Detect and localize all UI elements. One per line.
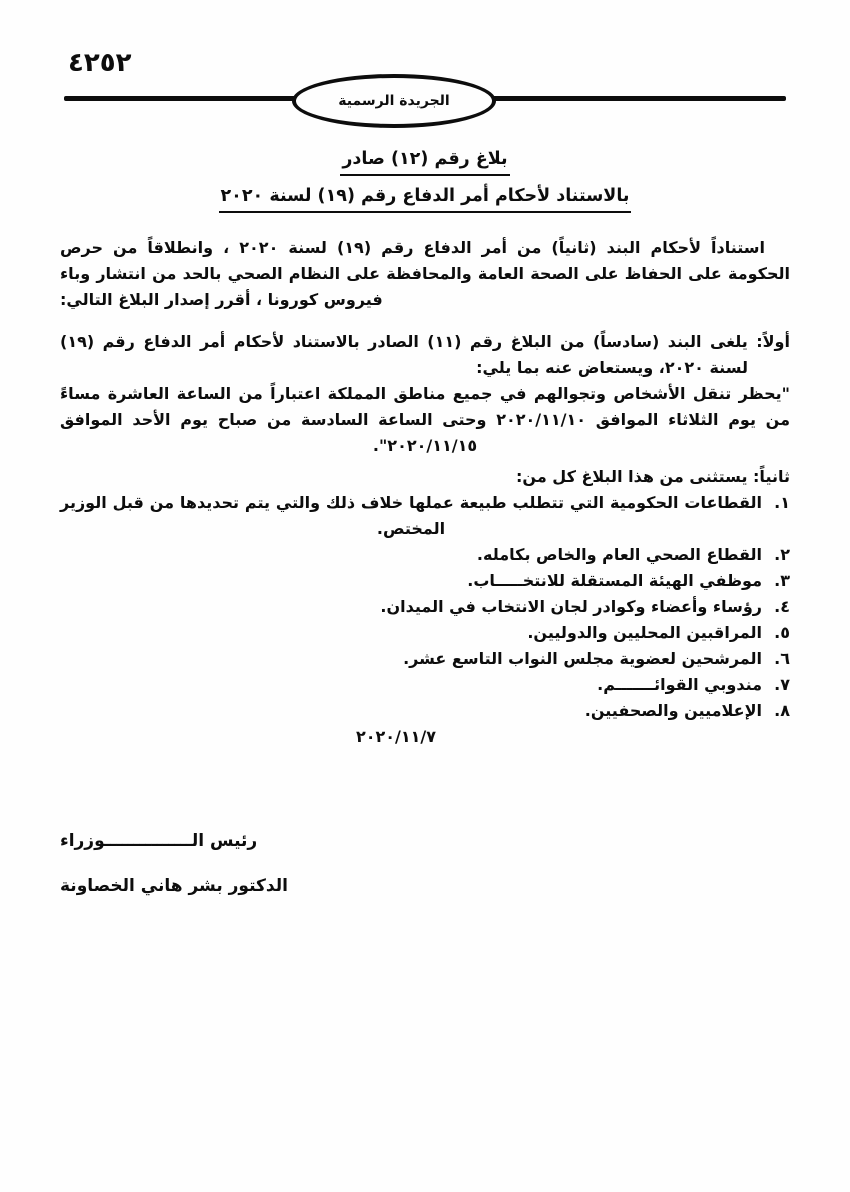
exception-number: ٣. — [774, 571, 790, 590]
exception-number: ٦. — [774, 649, 790, 668]
exception-number: ٢. — [774, 545, 790, 564]
exception-text: موظفي الهيئة المستقلة للانتخـــــاب. — [467, 571, 762, 590]
exception-item-5 — [60, 620, 790, 646]
exception-number: ١. — [774, 493, 790, 512]
exception-item-6 — [60, 646, 790, 672]
signature-name: الدكتور بشر هاني الخصاونة — [60, 876, 288, 896]
gazette-seal-oval — [292, 74, 496, 128]
doc-title-line-2 — [60, 185, 790, 213]
clause-first-text: يلغى البند (سادساً) من البلاغ رقم (١١) الصادر بالاستناد لأحكام أمر الدفاع رقم (١٩) لسنة ٢٠٢٠، ويستعاض عنه بما يلي: — [60, 332, 757, 377]
clause-second-text: يستثنى من هذا البلاغ كل من: — [516, 467, 754, 486]
exception-text: رؤساء وأعضاء وكوادر لجان الانتخاب في الميدان. — [380, 597, 762, 616]
exception-number: ٨. — [774, 701, 790, 720]
exception-item-4 — [60, 594, 790, 620]
page-number: ٤٢٥٢ — [68, 48, 132, 78]
exception-text: المرشحين لعضوية مجلس النواب التاسع عشر. — [403, 649, 762, 668]
exception-number: ٤. — [774, 597, 790, 616]
exception-item-7 — [60, 672, 790, 698]
exception-text: المراقبين المحليين والدوليين. — [527, 623, 762, 642]
exception-item-3 — [60, 568, 790, 594]
clause-first-quote: "يحظر تنقل الأشخاص وتجوالهم في جميع مناطق المملكة اعتباراً من الساعة العاشرة مساءً من يوم الثلاثاء الموافق ٢٠٢٠/١١/١٠ وحتى الساعة السادسة من صباح يوم الأحد الموافق ٢٠٢٠/١١/١٥". — [60, 384, 790, 455]
document-body — [60, 148, 790, 899]
issue-date: ٢٠٢٠/١١/٧ — [355, 727, 437, 746]
exception-text: القطاع الصحي العام والخاص بكامله. — [476, 545, 762, 564]
exceptions-list — [60, 490, 790, 724]
intro-paragraph: استناداً لأحكام البند (ثانياً) من أمر الدفاع رقم (١٩) لسنة ٢٠٢٠ ، وانطلاقاً من حرص الحكومة على الحفاظ على الصحة العامة والمحافظة على النظام الصحي بالحد من انتشار وباء فيروس كورونا ، أقرر إصدار البلاغ التالي: — [60, 238, 790, 309]
clause-first-label: أولاً: — [756, 332, 790, 351]
doc-title-line-1 — [60, 148, 790, 176]
gazette-name: الجريدة الرسمية — [338, 93, 450, 109]
exception-item-8 — [60, 698, 790, 724]
exception-text: الإعلاميين والصحفيين. — [584, 701, 762, 720]
exception-item-2 — [60, 542, 790, 568]
exception-number: ٧. — [774, 675, 790, 694]
signature-title: رئيس الـــــــــــــــوزراء — [60, 831, 258, 851]
doc-title-text-1: بلاغ رقم (١٢) صادر — [340, 148, 509, 176]
exception-text: مندوبي القوائـــــــم. — [597, 675, 762, 694]
clause-second-label: ثانياً: — [753, 467, 790, 486]
exception-number: ٥. — [774, 623, 790, 642]
doc-title-text-2: بالاستناد لأحكام أمر الدفاع رقم (١٩) لسنة ٢٠٢٠ — [219, 185, 632, 213]
exception-item-1 — [60, 490, 790, 542]
clause-first — [60, 329, 790, 381]
exception-text: القطاعات الحكومية التي تتطلب طبيعة عملها خلاف ذلك والتي يتم تحديدها من قبل الوزير المختص. — [60, 493, 762, 538]
signature-block — [60, 828, 790, 899]
clause-second — [60, 464, 790, 490]
